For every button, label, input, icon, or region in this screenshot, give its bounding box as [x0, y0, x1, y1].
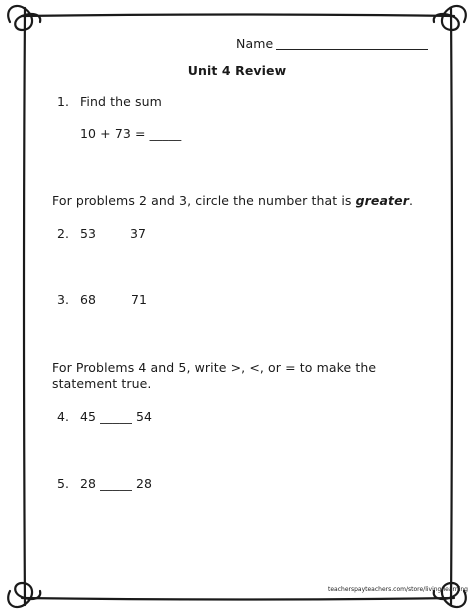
instruction-compare-line-2: statement true. [52, 376, 152, 391]
question-3-option-b: 71 [131, 292, 148, 307]
worksheet-title-text: Unit 4 Review [187, 63, 287, 78]
name-blank-line[interactable] [276, 49, 428, 50]
question-4-expression: 45 _____ 54 [80, 409, 153, 424]
frame-right-line [451, 8, 452, 605]
corner-loop-top-right [434, 6, 466, 30]
question-5-expression: 28 _____ 28 [80, 476, 153, 491]
question-2-number: 2. [57, 226, 70, 241]
instruction-greater [52, 193, 413, 209]
question-4-number: 4. [57, 409, 70, 424]
name-label: Name [236, 36, 274, 51]
frame-left-line [24, 8, 25, 605]
instruction-compare-line-1: For Problems 4 and 5, write >, <, or = to make the [52, 360, 377, 375]
footer-credit: teacherspayteachers.com/store/living-learning [328, 586, 468, 593]
instruction-greater-suffix: . [408, 193, 414, 208]
question-3-option-a: 68 [80, 292, 97, 307]
question-3-number: 3. [57, 292, 70, 307]
question-5-number: 5. [57, 476, 70, 491]
question-1-prompt: Find the sum [80, 94, 162, 109]
worksheet-title [0, 63, 474, 79]
instruction-greater-emphasis: greater [355, 193, 409, 208]
instruction-greater-prefix: For problems 2 and 3, circle the number that is [52, 193, 356, 208]
frame-top-line [22, 15, 454, 17]
question-2-option-a: 53 [80, 226, 97, 241]
question-1-number: 1. [57, 94, 70, 109]
question-1-equation: 10 + 73 = _____ [80, 126, 182, 141]
frame-bottom-line [22, 598, 454, 600]
question-2-option-b: 37 [130, 226, 147, 241]
